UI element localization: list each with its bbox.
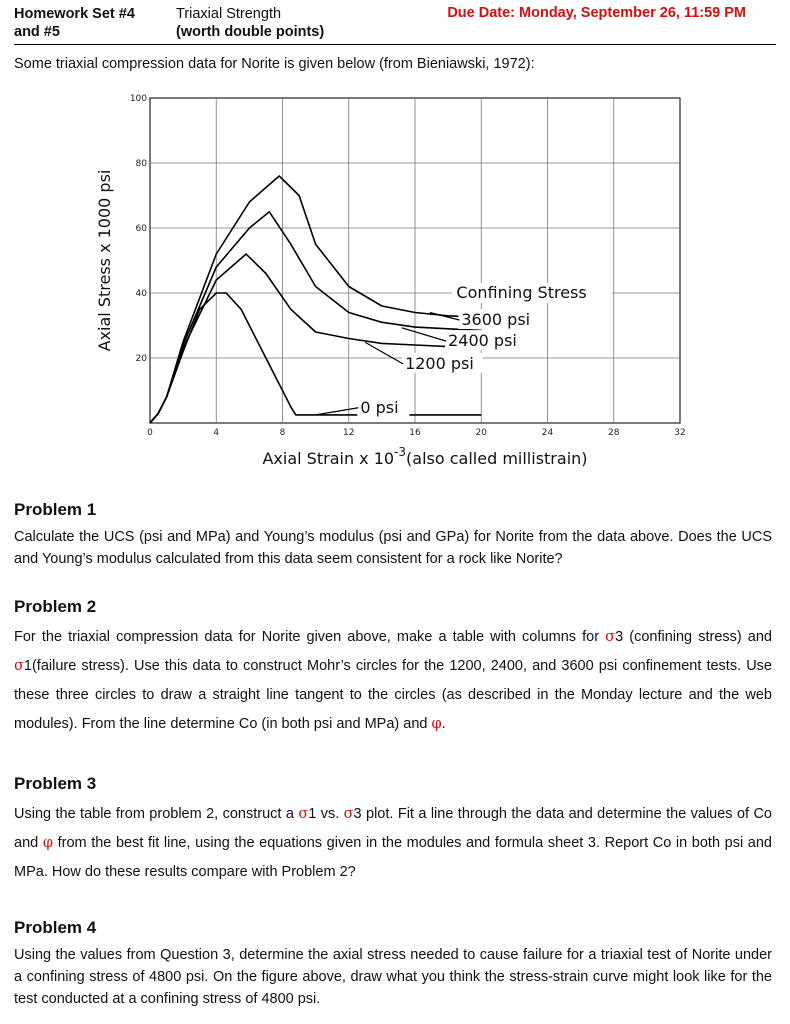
y-tick-label: 100: [129, 94, 147, 104]
x-axis-label-base: Axial Strain x 10: [262, 449, 395, 468]
series-label: 3600 psi: [461, 310, 531, 329]
problem-4-text: Using the values from Question 3, determine the axial stress needed to cause failure for a triaxial test of Norite under a confining stress of 4800 psi. On the figure above, draw what you think the stress-strain curve might look like for the test conducted at a confining stress of 4800 psi.: [14, 947, 772, 1007]
header-block: [14, 4, 776, 45]
due-date: Due Date: Monday, September 26, 11:59 PM: [447, 5, 746, 21]
problem-4-title: Problem 4: [14, 918, 97, 937]
set-line-1: Homework Set #4: [14, 6, 135, 22]
x-axis-label-suffix: (also called millistrain): [406, 449, 588, 468]
y-axis-label: Axial Stress x 1000 psi: [95, 169, 114, 352]
x-axis-label-exponent: -3: [394, 445, 407, 459]
p3-text-b: 1 vs.: [308, 806, 344, 822]
sigma-symbol: σ: [605, 629, 616, 645]
series-label: 1200 psi: [405, 353, 474, 373]
series-label-leader: [316, 408, 359, 415]
y-tick-label: 80: [135, 159, 147, 169]
problem-2-title: Problem 2: [14, 597, 97, 616]
set-line-2: and #5: [14, 24, 60, 40]
homework-set-label: [14, 5, 135, 41]
problem-1: [14, 500, 772, 570]
problem-3-text: [14, 800, 772, 887]
phi-symbol: φ: [431, 716, 442, 732]
p2-text-b: 3 (confining stress) and: [615, 629, 773, 645]
homework-title: [176, 5, 324, 41]
sigma-symbol: σ: [14, 658, 24, 674]
problem-2: [14, 597, 772, 739]
problem-1-title: Problem 1: [14, 500, 97, 519]
problem-3-title: Problem 3: [14, 774, 97, 793]
series-label-leader: [402, 328, 446, 341]
sigma-symbol: σ: [298, 806, 309, 822]
y-tick-label: 40: [135, 289, 147, 299]
problem-1-text: Calculate the UCS (psi and MPa) and Young’s modulus (psi and GPa) for Norite from the data above. Does the UCS and Young’s modulus calculated from this data seem consistent for a rock like Norite?: [14, 529, 772, 567]
problem-2-text: [14, 623, 772, 739]
problem-3: [14, 774, 772, 887]
sigma-symbol: σ: [343, 806, 354, 822]
x-tick-label: 4: [213, 428, 220, 438]
series-label-leader: [365, 342, 403, 363]
x-tick-label: 16: [409, 428, 421, 438]
title-line-2: (worth double points): [176, 24, 325, 40]
stress-strain-chart: [90, 88, 690, 478]
x-tick-label: 28: [608, 428, 620, 438]
x-tick-label: 8: [279, 428, 286, 438]
p3-text-a: Using the table from problem 2, construct a: [14, 806, 299, 822]
p3-text-d: from the best fit line, using the equations given in the modules and formula sheet 3. Report Co in both psi and MPa. How do these results compare with Problem 2?: [14, 835, 772, 880]
series-line: [150, 254, 481, 423]
x-tick-label: 24: [541, 428, 554, 438]
series-label: 0 psi: [360, 397, 399, 417]
p2-text-a: For the triaxial compression data for Norite given above, make a table with columns for: [14, 629, 606, 645]
title-line-1: Triaxial Strength: [176, 6, 282, 22]
series-line: [150, 176, 481, 423]
x-tick-label: 12: [343, 428, 355, 438]
series-label: 2400 psi: [448, 331, 517, 351]
p2-text-c: 1(failure stress). Use this data to construct Mohr’s circles for the 1200, 2400, and 3600 psi confinement tests. Use these three circles to draw a straight line tangent to the circles (as described in the Monday lecture and the web modules). From the line determine Co (in both psi and MPa) and: [14, 658, 772, 732]
legend-title: Confining Stress: [456, 283, 587, 302]
x-tick-label: 20: [475, 428, 487, 438]
p3-text-c: 3 plot. Fit a line through the data and determine the values of Co and: [14, 806, 772, 851]
phi-symbol: φ: [42, 835, 53, 851]
problem-4: [14, 918, 772, 1010]
x-axis-label: [262, 445, 587, 468]
x-tick-label: 32: [674, 428, 686, 438]
y-tick-label: 20: [135, 354, 147, 364]
x-tick-label: 0: [147, 428, 153, 438]
intro-text: Some triaxial compression data for Norite is given below (from Bieniawski, 1972):: [14, 56, 535, 72]
p2-text-d: .: [441, 716, 446, 732]
y-tick-label: 60: [135, 224, 147, 234]
